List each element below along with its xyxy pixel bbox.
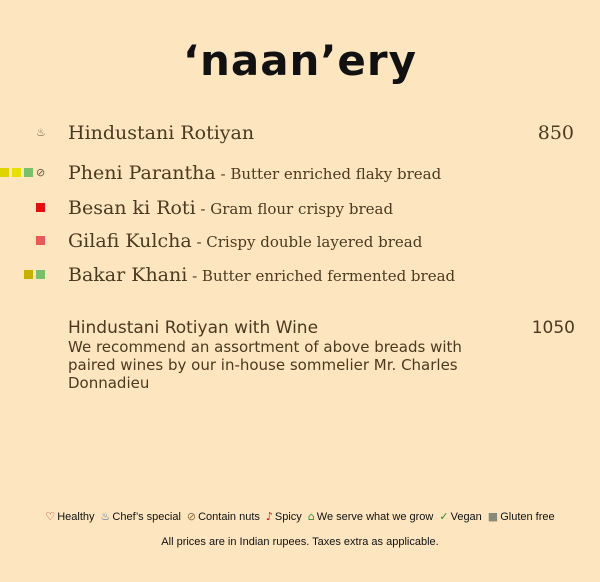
menu-item <box>0 264 600 290</box>
menu-item-title: Gilafi Kulcha <box>68 230 192 252</box>
menu-item <box>0 230 600 256</box>
chili-icon: ♪ <box>265 510 273 523</box>
legend-label: Gluten free <box>500 511 555 523</box>
menu-item-name <box>68 122 254 144</box>
vegan-icon: ✓ <box>439 510 449 523</box>
legend-label: Chef’s special <box>112 511 181 523</box>
legend-label: Vegan <box>450 511 482 523</box>
diet-markers <box>36 203 45 212</box>
menu-item <box>0 162 600 188</box>
diet-markers <box>36 236 45 245</box>
legend-item <box>266 511 302 523</box>
chef-hat-icon: ♨ <box>100 510 111 523</box>
diet-markers <box>24 270 45 279</box>
diet-marker <box>36 203 45 212</box>
menu-item <box>0 122 600 148</box>
chef-hat-icon: ♨ <box>36 126 46 139</box>
menu-title: ‘naan’ery <box>183 36 417 85</box>
gluten-free-icon: ■ <box>487 510 499 523</box>
wine-item-price: 1050 <box>531 318 575 338</box>
legend-label: We serve what we grow <box>316 511 434 523</box>
menu-item <box>0 197 600 223</box>
menu-item-name <box>68 264 455 286</box>
legend-item <box>101 511 181 523</box>
nut-icon: ⊘ <box>36 166 46 179</box>
menu-item-name <box>68 197 393 219</box>
menu-item-title: Bakar Khani <box>68 264 188 286</box>
diet-marker <box>12 168 21 177</box>
menu-item-name <box>68 162 441 184</box>
legend-item <box>308 511 434 523</box>
diet-marker <box>36 236 45 245</box>
heart-icon: ♡ <box>45 510 56 523</box>
diet-marker <box>24 168 33 177</box>
legend-label: Spicy <box>274 511 302 523</box>
legend <box>0 510 600 523</box>
diet-marker <box>36 270 45 279</box>
menu-item-price: 850 <box>537 122 574 144</box>
legend-item <box>488 511 555 523</box>
menu-item-description: - Crispy double layered bread <box>191 233 423 251</box>
wine-item <box>68 318 588 392</box>
legend-label: Contain nuts <box>198 511 260 523</box>
wine-item-name: Hindustani Rotiyan with Wine <box>68 318 319 338</box>
menu-item-description: - Butter enriched fermented bread <box>187 267 456 285</box>
diet-marker <box>0 168 9 177</box>
nut-icon: ⊘ <box>186 510 197 523</box>
diet-markers <box>0 168 45 177</box>
menu-item-title: Pheni Parantha <box>68 162 216 184</box>
diet-marker <box>24 270 33 279</box>
legend-item <box>439 511 481 523</box>
price-footnote: All prices are in Indian rupees. Taxes extra as applicable. <box>161 536 439 548</box>
menu-item-title: Besan ki Roti <box>68 197 196 219</box>
wine-item-description: We recommend an assortment of above breads with paired wines by our in-house sommelier Mr. Charles Donnadieu <box>68 338 462 392</box>
legend-label: Healthy <box>57 511 95 523</box>
menu-item-name <box>68 230 422 252</box>
legend-item <box>45 511 94 523</box>
farm-icon: ⌂ <box>307 510 315 523</box>
menu-item-description: - Butter enriched flaky bread <box>215 165 442 183</box>
legend-item <box>187 511 260 523</box>
menu-item-description: - Gram flour crispy bread <box>195 200 394 218</box>
menu-item-title: Hindustani Rotiyan <box>68 122 255 144</box>
diet-markers <box>36 128 46 137</box>
